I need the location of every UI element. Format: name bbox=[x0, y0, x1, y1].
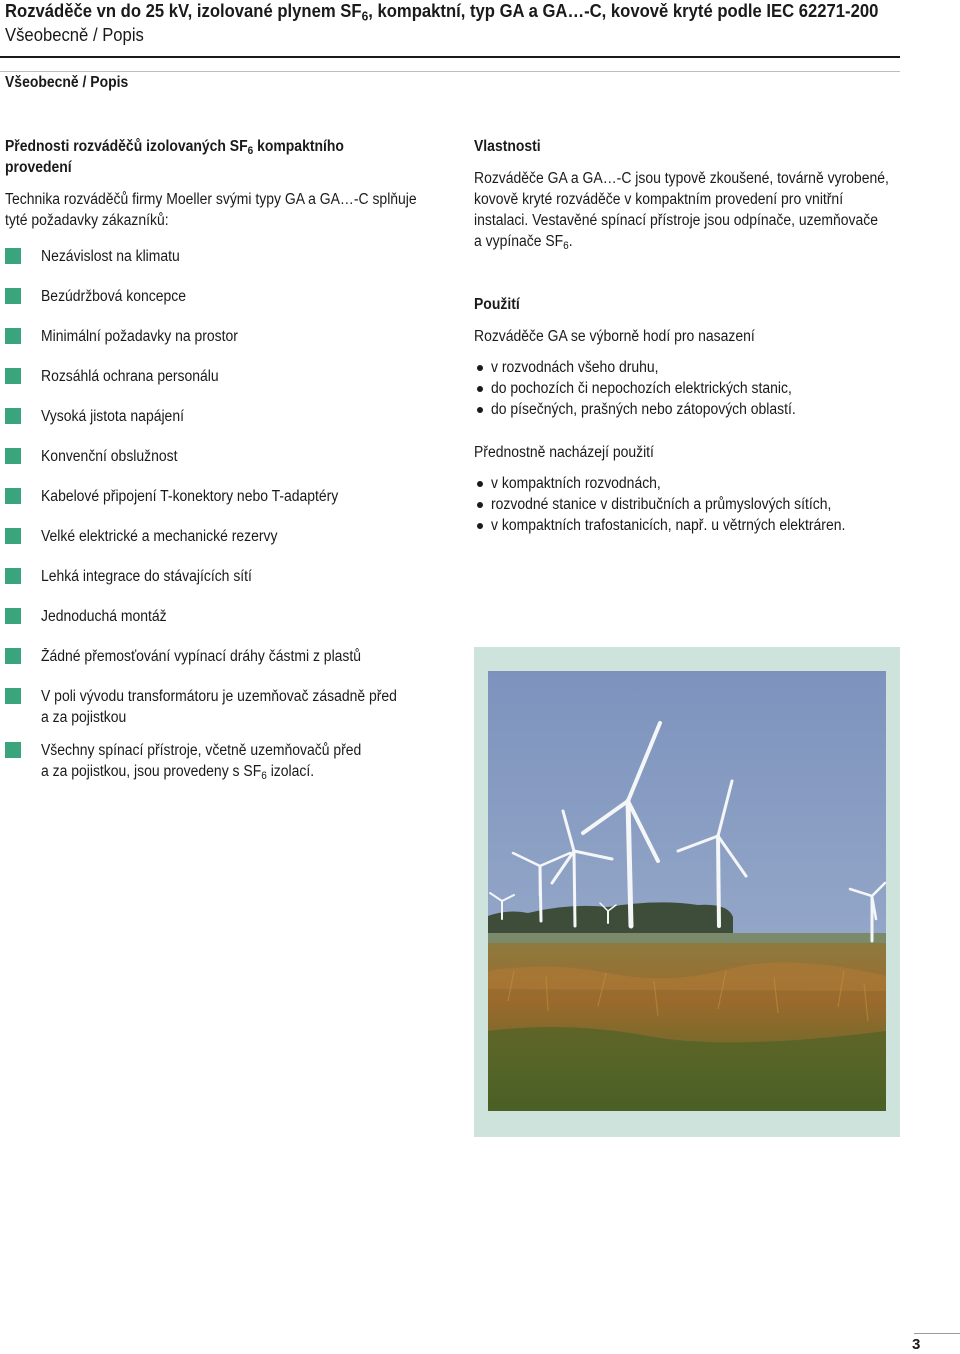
footer-rule bbox=[914, 1333, 960, 1334]
green-square-bullet-icon bbox=[5, 248, 21, 264]
bullet-dot-icon bbox=[477, 481, 483, 487]
header-rule bbox=[0, 56, 900, 58]
properties-heading: Vlastnosti bbox=[474, 138, 541, 155]
wind-turbines-photo bbox=[488, 671, 886, 1111]
page-title: Rozváděče vn do 25 kV, izolované plynem $SF_6$, kompaktní, typ GA a GA…-C, kovově kryté podle IEC 62271-200 bbox=[5, 0, 879, 24]
green-square-bullet-icon bbox=[5, 688, 21, 704]
bullet-dot-icon bbox=[477, 502, 483, 508]
usage-heading: Použití bbox=[474, 296, 520, 313]
bullet-dot-icon bbox=[477, 386, 483, 392]
green-square-bullet-icon bbox=[5, 608, 21, 624]
usage-intro: Rozváděče GA se výborně hodí pro nasazení bbox=[474, 328, 755, 345]
section-label: Všeobecně / Popis bbox=[5, 74, 129, 91]
page-number: 3 bbox=[912, 1336, 921, 1353]
green-square-bullet-icon bbox=[5, 568, 21, 584]
green-square-bullet-icon bbox=[5, 528, 21, 544]
green-square-bullet-icon bbox=[5, 448, 21, 464]
advantages-intro: Technika rozváděčů firmy Moeller svými typy GA a GA…-C splňuje tyté požadavky zákazníků: bbox=[5, 191, 417, 229]
green-square-bullet-icon bbox=[5, 328, 21, 344]
bullet-dot-icon bbox=[477, 523, 483, 529]
properties-text: Rozváděče GA a GA…-C jsou typově zkoušené, továrně vyrobené, kovově kryté rozváděče v kompaktním provedení pro vnitřní instalaci. Vestavěné spínací přístroje jsou odpínače, uzemňovače a vypínače $SF_6$. bbox=[474, 170, 889, 252]
bullet-dot-icon bbox=[477, 407, 483, 413]
page-subtitle: Všeobecně / Popis bbox=[5, 24, 144, 45]
green-square-bullet-icon bbox=[5, 408, 21, 424]
green-square-bullet-icon bbox=[5, 488, 21, 504]
green-square-bullet-icon bbox=[5, 648, 21, 664]
green-square-bullet-icon bbox=[5, 368, 21, 384]
bullet-dot-icon bbox=[477, 365, 483, 371]
green-square-bullet-icon bbox=[5, 742, 21, 758]
usage-preferred: Přednostně nacházejí použití bbox=[474, 444, 654, 461]
photo-frame bbox=[474, 647, 900, 1137]
advantages-heading: Přednosti rozváděčů izolovaných $SF_6$ kompaktního provedení bbox=[5, 138, 344, 176]
green-square-bullet-icon bbox=[5, 288, 21, 304]
section-rule bbox=[0, 71, 900, 72]
